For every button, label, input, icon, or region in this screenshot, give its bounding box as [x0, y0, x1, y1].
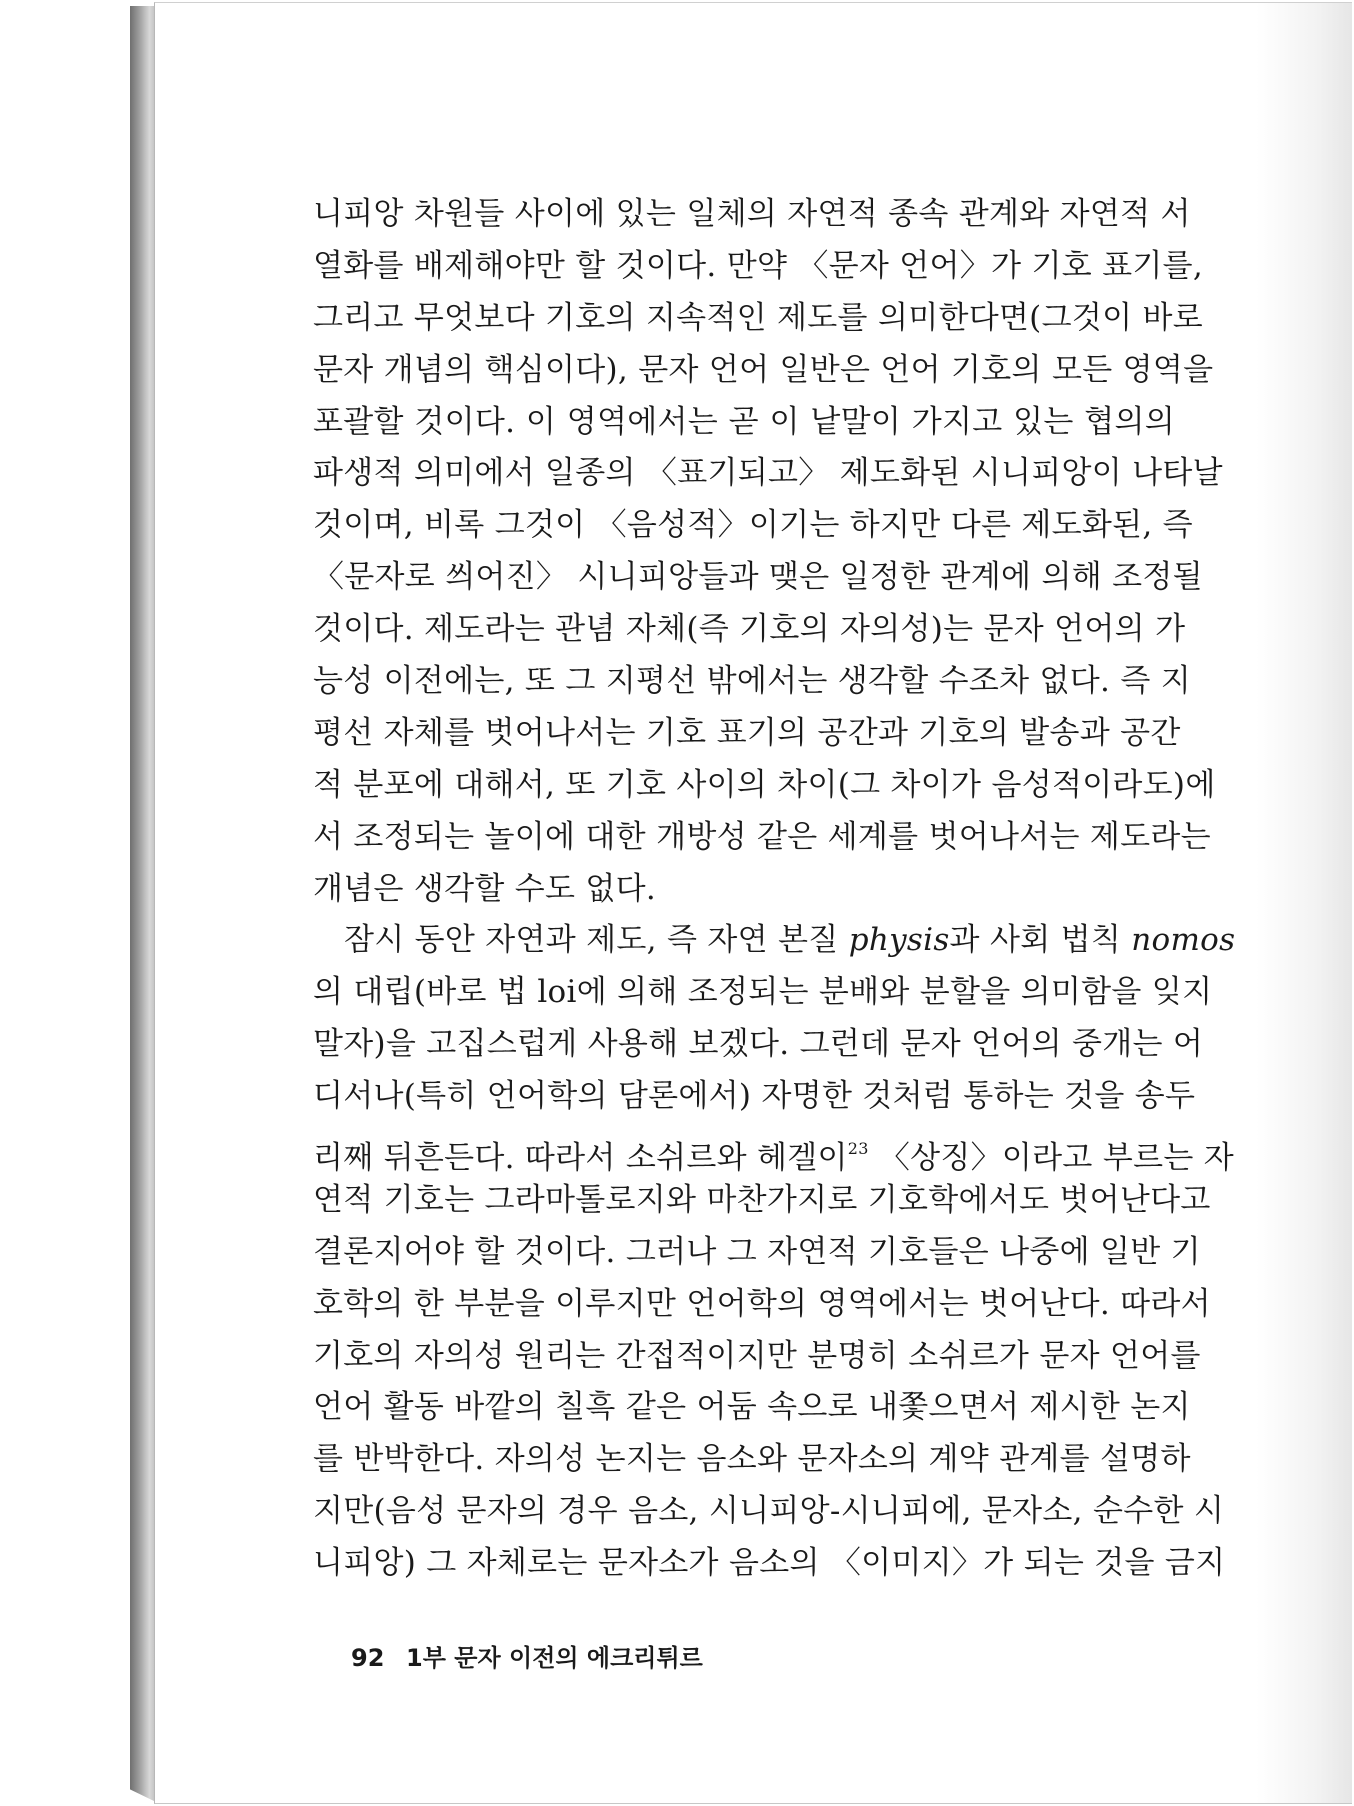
text-line: 파생적 의미에서 일종의 〈표기되고〉 제도화된 시니피앙이 나타날 — [313, 455, 1223, 492]
text-line: 그리고 무엇보다 기호의 지속적인 제도를 의미한다면(그것이 바로 — [313, 299, 1203, 336]
text-line: 열화를 배제해야만 할 것이다. 만약 〈문자 언어〉가 기호 표기를, — [313, 247, 1204, 284]
foreign-term-physis: physis — [848, 922, 950, 959]
book — [130, 0, 1354, 1806]
text-line: 평선 자체를 벗어나서는 기호 표기의 공간과 기호의 발송과 공간 — [313, 714, 1181, 751]
text-line: 적 분포에 대해서, 또 기호 사이의 차이(그 차이가 음성적이라도)에 — [313, 766, 1216, 803]
text-line: 연적 기호는 그라마톨로지와 마찬가지로 기호학에서도 벗어난다고 — [313, 1181, 1211, 1218]
running-title: 1부 문자 이전의 에크리튀르 — [406, 1644, 703, 1672]
foreign-term-nomos: nomos — [1131, 922, 1236, 959]
text-line: 개념은 생각할 수도 없다. — [313, 870, 657, 907]
text-line: 디서나(특히 언어학의 담론에서) 자명한 것처럼 통하는 것을 송두 — [313, 1078, 1196, 1115]
text-line: 문자 개념의 핵심이다), 문자 언어 일반은 언어 기호의 모든 영역을 — [313, 351, 1214, 388]
text-line: 말자)을 고집스럽게 사용해 보겠다. 그런데 문자 언어의 중개는 어 — [313, 1026, 1204, 1063]
body-text — [313, 189, 1236, 1590]
text-line: 〈문자로 씌어진〉 시니피앙들과 맺은 일정한 관계에 의해 조정될 — [313, 559, 1203, 596]
text-line: 결론지어야 할 것이다. 그러나 그 자연적 기호들은 나중에 일반 기 — [313, 1233, 1201, 1270]
text-line — [313, 1123, 1234, 1177]
text-line: 것이다. 제도라는 관념 자체(즉 기호의 자의성)는 문자 언어의 가 — [313, 611, 1186, 648]
page-number: 92 — [351, 1644, 385, 1672]
text-line: 능성 이전에는, 또 그 지평선 밖에서는 생각할 수조차 없다. 즉 지 — [313, 663, 1191, 700]
text-line: 의 대립(바로 법 loi에 의해 조정되는 분배와 분할을 의미함을 잊지 — [313, 974, 1213, 1011]
text-line — [313, 915, 1236, 967]
text-line: 호학의 한 부분을 이루지만 언어학의 영역에서는 벗어난다. 따라서 — [313, 1285, 1211, 1322]
text-line: 니피앙 차원들 사이에 있는 일체의 자연적 종속 관계와 자연적 서 — [313, 196, 1191, 232]
text-fragment: 과 사회 법칙 — [949, 922, 1132, 959]
footnote-marker: 23 — [847, 1139, 869, 1159]
text-line: 지만(음성 문자의 경우 음소, 시니피앙-시니피에, 문자소, 순수한 시 — [313, 1493, 1225, 1530]
text-fragment: 잠시 동안 자연과 제도, 즉 자연 본질 — [344, 922, 849, 959]
text-line: 를 반박한다. 자의성 논지는 음소와 문자소의 계약 관계를 설명하 — [313, 1441, 1191, 1478]
text-line: 포괄할 것이다. 이 영역에서는 곧 이 낱말이 가지고 있는 협의의 — [313, 403, 1175, 440]
book-spine — [130, 6, 156, 1802]
text-line: 서 조정되는 놀이에 대한 개방성 같은 세계를 벗어나서는 제도라는 — [313, 818, 1211, 855]
text-fragment: 〈상징〉이라고 부르는 자 — [868, 1140, 1234, 1177]
page-footer — [351, 1638, 703, 1673]
text-line: 것이며, 비록 그것이 〈음성적〉이기는 하지만 다른 제도화된, 즉 — [313, 507, 1193, 544]
text-line: 기호의 자의성 원리는 간접적이지만 분명히 소쉬르가 문자 언어를 — [313, 1337, 1201, 1374]
book-page — [154, 2, 1352, 1804]
text-fragment: 리째 뒤흔든다. 따라서 소쉬르와 헤겔이 — [313, 1140, 848, 1177]
text-line: 니피앙) 그 자체로는 문자소가 음소의 〈이미지〉가 되는 것을 금지 — [313, 1545, 1226, 1582]
text-line: 언어 활동 바깥의 칠흑 같은 어둠 속으로 내쫓으면서 제시한 논지 — [313, 1389, 1191, 1426]
